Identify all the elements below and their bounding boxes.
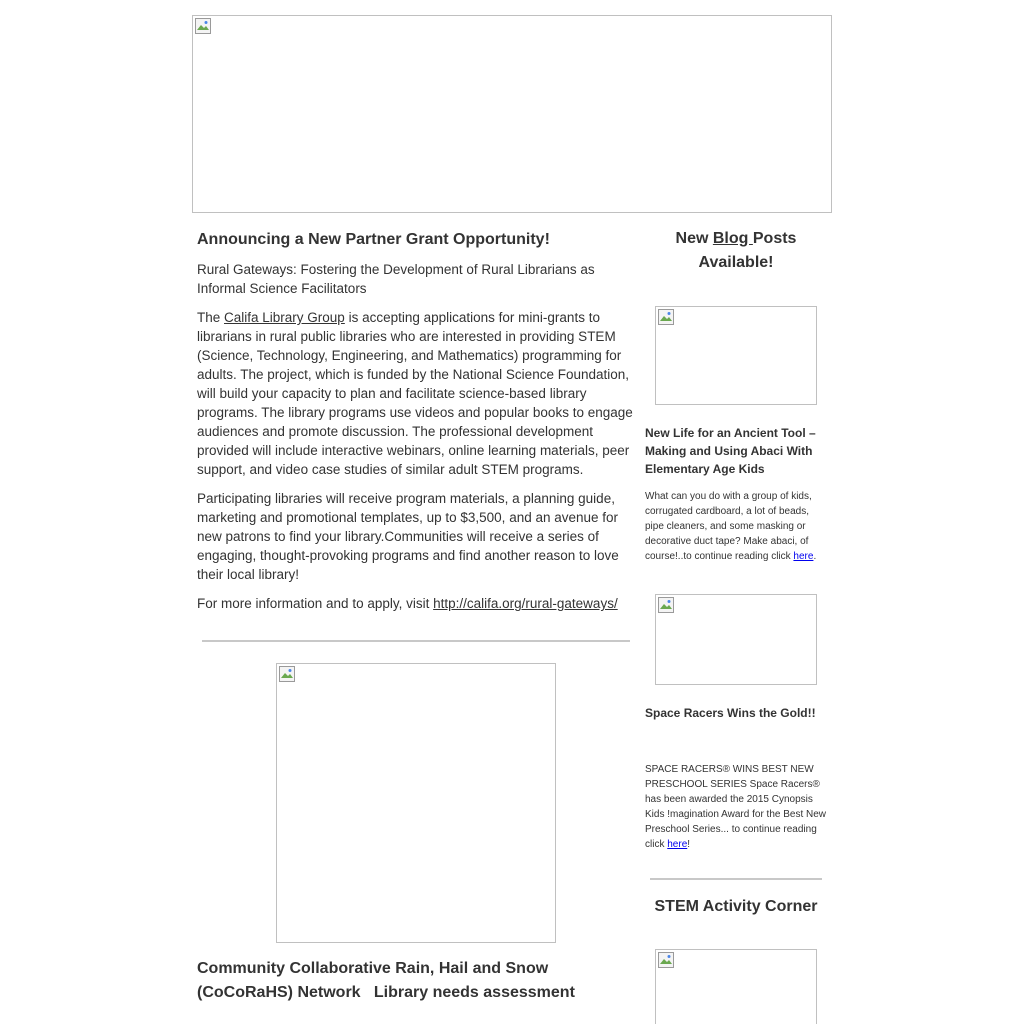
blog-post-1-body [645, 489, 827, 564]
article-paragraph-1 [197, 308, 637, 479]
broken-image-icon [658, 597, 674, 613]
paragraph-text: For more information and to apply, visit [197, 596, 434, 611]
post-text: SPACE RACERS® WINS BEST NEW PRESCHOOL SERIES Space Racers® has been awarded the 2015 Cynopsis Kids !magination Award for the Best New Preschool Series... to continue reading click [645, 764, 827, 850]
sidebar-title [645, 227, 827, 275]
main-column [197, 228, 637, 613]
paragraph-text: is accepting applications for mini-grants to librarians in rural public libraries who are interested in providing STEM (Science, Technology, Engineering, and Mathematics) programming for adults. The project, which is funded by the National Science Foundation, will build your capacity to plan and facilitate science-based library programs. The library programs use videos and popular books to engage audiences and promote discussion. The professional development provided will include interactive webinars, online learning materials, peer support, and video case studies of similar adult STEM programs. [197, 310, 633, 477]
blog-post-2-title: Space Racers Wins the Gold!! [645, 706, 816, 720]
header-banner-image [192, 15, 832, 213]
paragraph-text: The [197, 310, 225, 325]
post-text: . [813, 551, 817, 562]
blog-post-1-read-more-link[interactable]: here [793, 551, 814, 562]
blog-link[interactable]: Blog [712, 230, 753, 247]
article-2-title-line-2: (CoCoRaHS) Network Library needs assessment [197, 984, 575, 1001]
broken-image-icon [658, 309, 674, 325]
article-paragraph-3 [197, 594, 637, 613]
blog-post-2-image [655, 594, 817, 685]
main-divider [202, 640, 630, 642]
sidebar-title-text: New [675, 230, 713, 247]
article-2-title-line-1: Community Collaborative Rain, Hail and Snow [197, 960, 549, 977]
broken-image-icon [195, 18, 211, 34]
article-2-title [197, 957, 637, 1005]
sidebar-divider [650, 878, 822, 880]
blog-post-1-image [655, 306, 817, 405]
broken-image-icon [279, 666, 295, 682]
blog-post-1-title: New Life for an Ancient Tool – Making and Using Abaci With Elementary Age Kids [645, 426, 816, 476]
stem-activity-corner-title: STEM Activity Corner [654, 898, 818, 915]
broken-image-icon [658, 952, 674, 968]
stem-activity-image [655, 949, 817, 1024]
article-subtitle: Rural Gateways: Fostering the Development of Rural Librarians as Informal Science Facilitators [197, 262, 595, 296]
blog-post-2-body [645, 762, 827, 852]
post-text: What can you do with a group of kids, corrugated cardboard, a lot of beads, pipe cleaners, and some masking or decorative duct tape? Make abaci, of course!..to continue reading click [645, 491, 812, 562]
sidebar-title-text: Posts Available! [698, 230, 797, 271]
rural-gateways-link[interactable]: http://califa.org/rural-gateways/ [433, 596, 618, 611]
article-title: Announcing a New Partner Grant Opportunity! [197, 231, 550, 248]
califa-library-group-link[interactable]: Califa Library Group [224, 310, 345, 325]
blog-post-2-read-more-link[interactable]: here [667, 839, 688, 850]
post-text: ! [687, 839, 691, 850]
article-image [276, 663, 556, 943]
article-paragraph-2: Participating libraries will receive program materials, a planning guide, marketing and promotional templates, up to $3,500, and an avenue for new patrons to find your library.Communities will receive a series of engaging, thought-provoking programs and find another reason to love their local library! [197, 491, 619, 582]
